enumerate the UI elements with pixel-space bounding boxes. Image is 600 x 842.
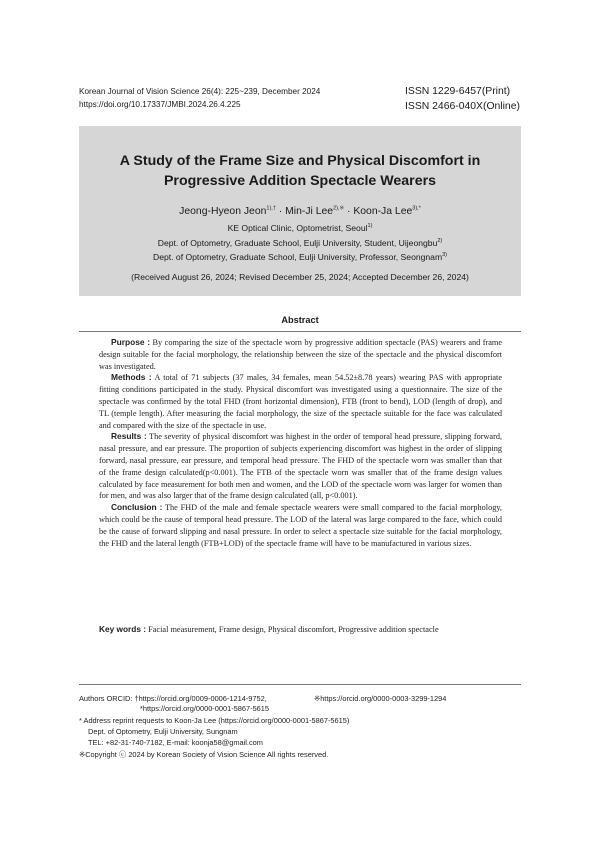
title-box <box>79 126 521 296</box>
copyright-notice: ※Copyright ⓒ 2024 by Korean Society of Vision Science All rights reserved. <box>79 750 329 759</box>
keywords-text: Facial measurement, Frame design, Physical discomfort, Progressive addition spectacle <box>146 625 439 634</box>
affiliation-2-text: Dept. of Optometry, Graduate School, Eulji University, Student, Uijeongbu <box>157 238 438 248</box>
received-dates: (Received August 26, 2024; Revised December 25, 2024; Accepted December 26, 2024) <box>131 272 469 282</box>
author-2: Min-Ji Lee <box>285 206 334 217</box>
author-2-mark: 2),※ <box>333 205 345 212</box>
author-list <box>79 206 521 217</box>
author-separator: · <box>344 206 354 217</box>
orcid-author-2[interactable]: ※https://orcid.org/0000-0003-3299-1294 <box>314 694 447 703</box>
paper-title <box>79 151 521 191</box>
abstract-divider <box>79 331 521 332</box>
issn-online: ISSN 2466-040X(Online) <box>405 101 520 112</box>
affiliation-1 <box>79 223 521 233</box>
affiliation-3-text: Dept. of Optometry, Graduate School, Eulji University, Professor, Seongnam <box>152 252 443 262</box>
purpose-label: Purpose : <box>111 337 151 347</box>
conclusion-text: The FHD of the male and female spectacle wearers were small compared to the facial morphology, which could be the cause of temporal head pressure. The LOD of the lateral was large compared to the face, which could be the cause of forward slipping and nasal pressure. In order to select a spectacle size suitable for the facial morphology, the FHD and the lateral length (FTB+LOD) of the spectacle frame will have to be manufactured in various sizes. <box>99 503 502 548</box>
author-3-mark: 3),* <box>412 205 421 212</box>
orcid-label: Authors ORCID: <box>79 694 135 703</box>
author-1-mark: 1),† <box>266 205 276 212</box>
conclusion-label: Conclusion : <box>111 502 163 513</box>
affiliation-1-mark: 1) <box>367 223 373 230</box>
author-3: Koon-Ja Lee <box>353 206 413 217</box>
methods-text: A total of 71 subjects (37 males, 34 females, mean 54.52±8.78 years) wearing PAS with appropriate fitting conditions participated in the study. Physical discomfort was investigated using a questionnaire. The size of the spectacle was confirmed by the total FHD (front horizontal dimension), FTB (front to bend), LOD (length of drop), and TL (temple length). After measuring the facial morphology, the size of the spectacle suitable for the face was calculated and compared with the size of the spectacle in use. <box>99 373 503 430</box>
abstract-purpose <box>99 337 502 372</box>
issn-print: ISSN 1229-6457(Print) <box>405 86 511 97</box>
doi-link[interactable]: https://doi.org/10.17337/JMBI.2024.26.4.225 <box>79 99 241 109</box>
footnote-divider <box>79 684 521 685</box>
abstract-results <box>99 431 502 502</box>
orcid-author-3[interactable]: *https://orcid.org/0000-0001-5867-5615 <box>140 704 270 713</box>
journal-header <box>79 86 320 111</box>
abstract-body <box>99 337 502 549</box>
abstract-heading: Abstract <box>281 315 319 325</box>
reprint-request: * Address reprint requests to Koon-Ja Lee (https://orcid.org/0000-0001-5867-5615) <box>79 716 350 725</box>
purpose-text: By comparing the size of the spectacle worn by progressive addition spectacle (PAS) wearers and frame design suitable for the facial morphology, the relationship between the size of the spectacle and the physical discomfort was investigated. <box>99 338 503 371</box>
affiliation-2-mark: 2) <box>437 238 443 245</box>
results-text: The severity of physical discomfort was highest in the order of temporal head pressure, slipping forward, nasal pressure, and ear pressure. The proportion of subjects experiencing discomfort was highest in the order of slipping forward, nasal pressure, ear pressure, and temporal head pressure. The FHD of the spectacle worn was smaller than that of the frame design calculated(p<0.001). The FTB of the spectacle worn was smaller that of the frame design values calculated by face measurement for both men and women, and the LOD of the spectacle worn was larger for women than for men, and was also larger that of the frame design calculated (all, p<0.001). <box>99 432 503 501</box>
results-label: Results : <box>111 431 147 442</box>
journal-citation: Korean Journal of Vision Science 26(4): 225~239, December 2024 <box>79 87 321 96</box>
correspondence-contact: TEL: +82-31-740-7182, E-mail: koonja58@gmail.com <box>88 738 263 747</box>
affiliation-2 <box>79 238 521 248</box>
affiliation-3 <box>79 252 521 262</box>
orcid-author-1[interactable]: †https://orcid.org/0009-0006-1214-9752, <box>134 694 267 703</box>
author-1: Jeong-Hyeon Jeon <box>179 206 267 217</box>
issn-block <box>405 84 520 114</box>
affiliation-1-text: KE Optical Clinic, Optometrist, Seoul <box>227 223 368 233</box>
abstract-conclusion <box>99 502 502 549</box>
abstract-methods <box>99 372 502 431</box>
title-line-1: A Study of the Frame Size and Physical Discomfort in <box>119 153 481 169</box>
title-line-2: Progressive Addition Spectacle Wearers <box>163 173 437 189</box>
author-separator: · <box>275 206 286 217</box>
methods-label: Methods : <box>111 372 152 383</box>
correspondence-dept: Dept. of Optometry, Eulji University, Sungnam <box>88 727 238 736</box>
keywords <box>99 624 519 634</box>
keywords-label: Key words : <box>99 624 147 634</box>
orcid-line <box>79 694 267 704</box>
affiliation-3-mark: 3) <box>442 252 448 259</box>
